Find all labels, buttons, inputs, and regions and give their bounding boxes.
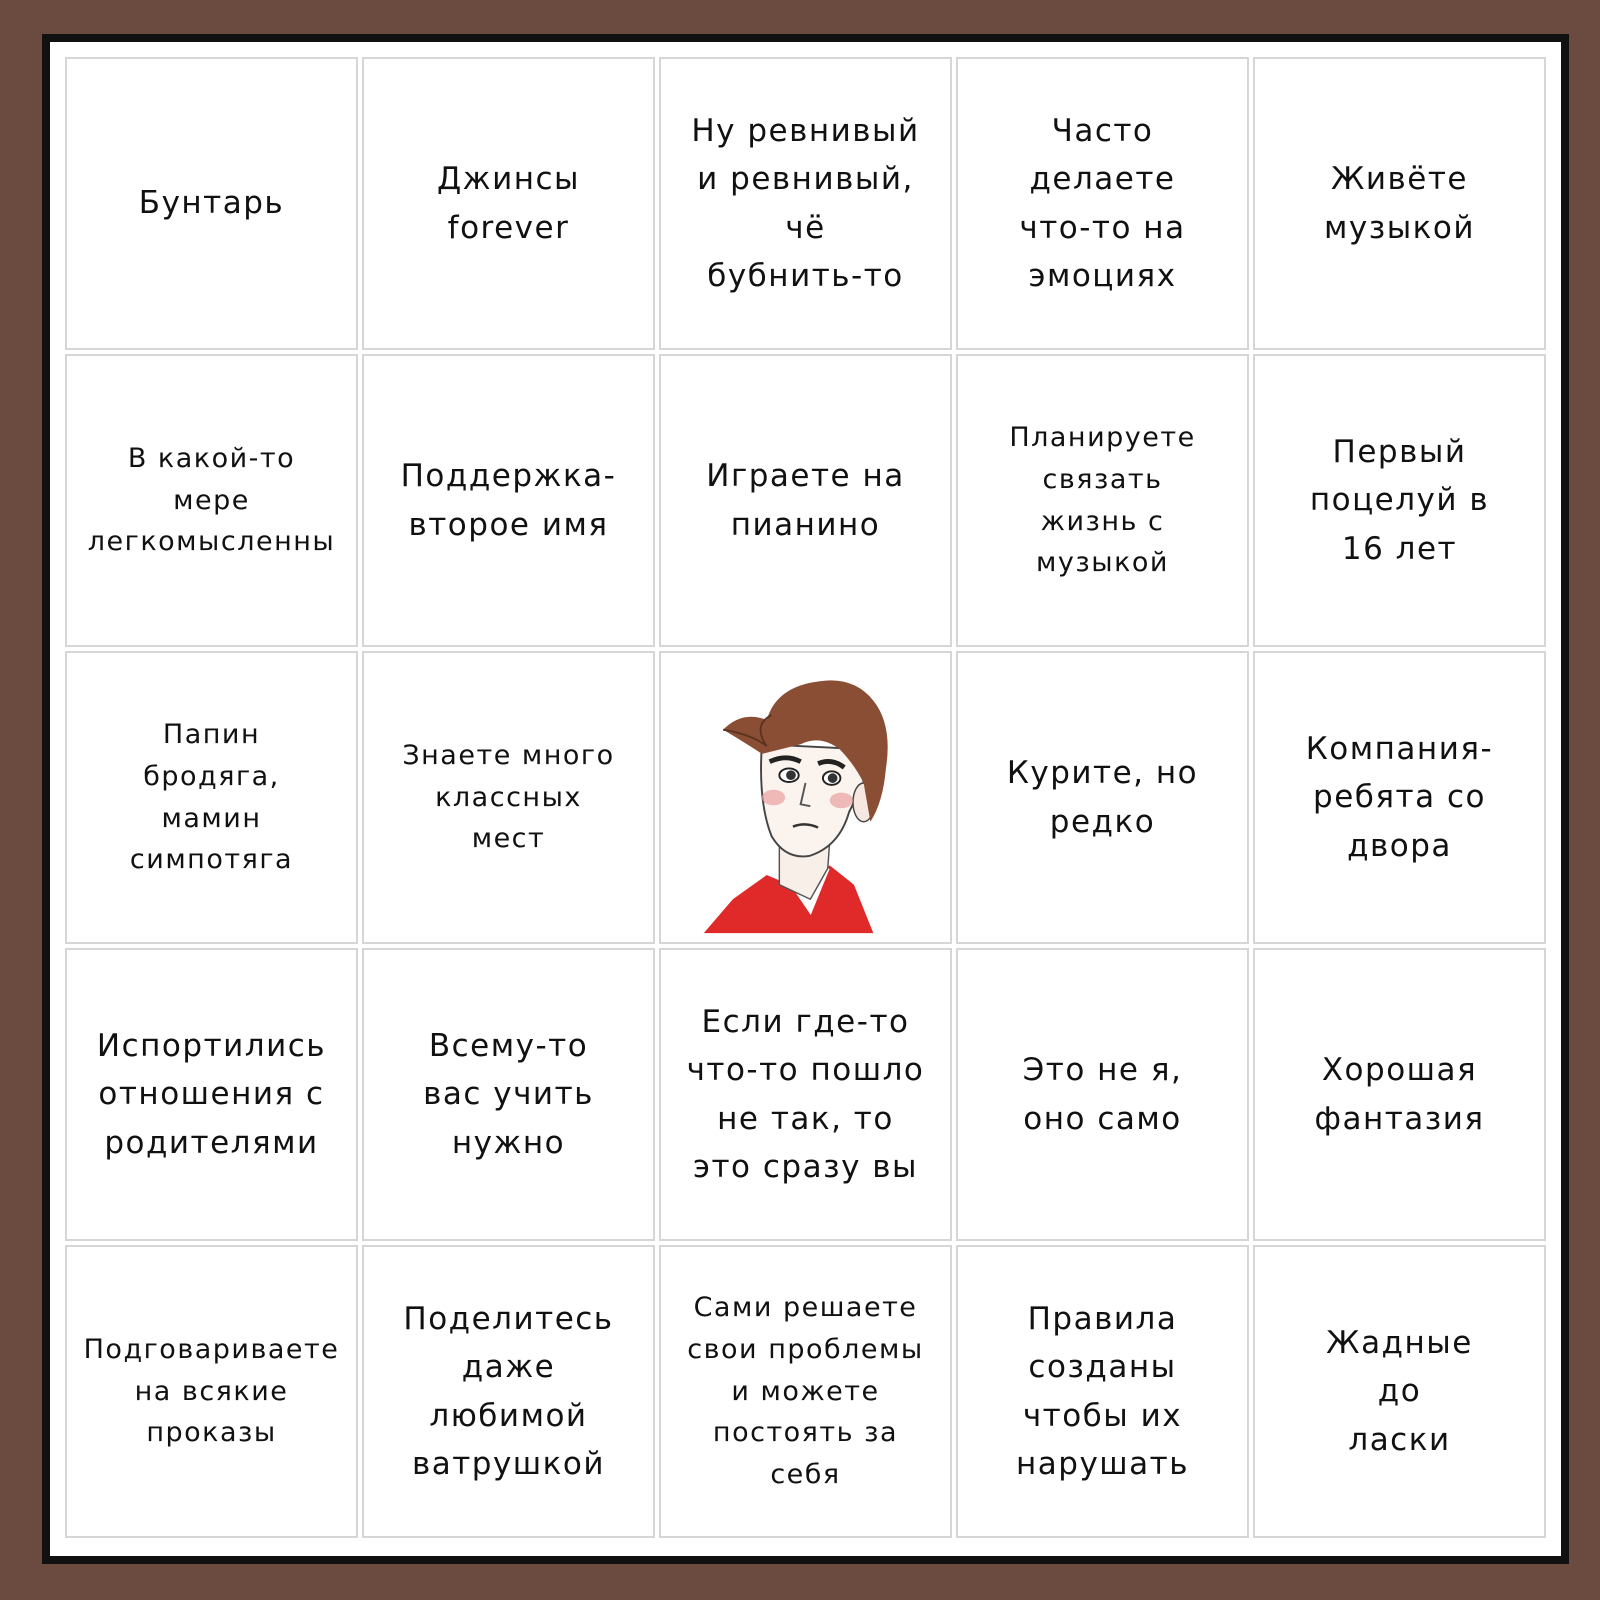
bingo-cell-jeans-forever[interactable] [362, 57, 655, 350]
bingo-cell-center[interactable] [659, 651, 952, 944]
cell-label: Курите, но редко [1006, 755, 1199, 840]
bingo-cell-teach[interactable] [362, 948, 655, 1241]
cell-label: Папин бродяга, мамин симпотяга [129, 718, 294, 876]
cell-label: Хорошая фантазия [1314, 1052, 1485, 1137]
bingo-cell-support[interactable] [362, 354, 655, 647]
cell-label: Первый поцелуй в 16 лет [1309, 434, 1490, 567]
cell-label: Подговариваете на всякие проказы [83, 1333, 340, 1449]
bingo-cell-smoke[interactable] [956, 651, 1249, 944]
cell-label: Джинсы forever [436, 161, 581, 246]
cell-label: Живёте музыкой [1323, 161, 1476, 246]
cell-label: Бунтарь [138, 185, 285, 222]
cell-label: Планируете связать жизнь с музыкой [1009, 421, 1196, 579]
cell-label: Знаете много классных мест [402, 739, 615, 855]
cell-label: Правила созданы чтобы их нарушать [1016, 1301, 1189, 1482]
cell-label: Это не я, оно само [1022, 1052, 1183, 1137]
cell-label: Всему-то вас учить нужно [423, 1028, 594, 1161]
bingo-cell-emotions[interactable] [956, 57, 1249, 350]
cell-label: Жадные до ласки [1326, 1325, 1473, 1458]
bingo-cell-blamed[interactable] [659, 948, 952, 1241]
bingo-cell-live-music[interactable] [1253, 57, 1546, 350]
bingo-cell-music-career[interactable] [956, 354, 1249, 647]
cell-label: Если где-то что-то пошло не так, то это сразу вы [686, 1004, 925, 1185]
boy-portrait-icon [665, 657, 946, 938]
bingo-cell-break-rules[interactable] [956, 1245, 1249, 1538]
bingo-cell-parents[interactable] [65, 948, 358, 1241]
cell-label: Часто делаете что-то на эмоциях [1019, 113, 1186, 294]
bingo-card [50, 42, 1561, 1556]
bingo-cell-own-problems[interactable] [659, 1245, 952, 1538]
cell-label: Поддержка- второе имя [400, 458, 617, 543]
bingo-cell-first-kiss[interactable] [1253, 354, 1546, 647]
bingo-cell-rebel[interactable] [65, 57, 358, 350]
bingo-cell-papin-brodyaga[interactable] [65, 651, 358, 944]
cell-label: Ну ревнивый и ревнивый, чё бубнить-то [691, 113, 920, 294]
bingo-cell-affection[interactable] [1253, 1245, 1546, 1538]
cell-label: В какой-то мере легкомысленны [87, 442, 336, 558]
bingo-cell-cool-places[interactable] [362, 651, 655, 944]
bingo-cell-piano[interactable] [659, 354, 952, 647]
bingo-cell-frivolous[interactable] [65, 354, 358, 647]
bingo-cell-imagination[interactable] [1253, 948, 1546, 1241]
bingo-cell-pranks[interactable] [65, 1245, 358, 1538]
cell-label: Испортились отношения с родителями [96, 1028, 327, 1161]
cell-label: Играете на пианино [706, 458, 905, 543]
cell-label: Компания- ребята со двора [1305, 731, 1494, 864]
bingo-cell-yard-company[interactable] [1253, 651, 1546, 944]
bingo-cell-jealous[interactable] [659, 57, 952, 350]
bingo-grid [65, 57, 1546, 1538]
bingo-cell-not-me[interactable] [956, 948, 1249, 1241]
cell-label: Сами решаете свои проблемы и можете постоять за себя [687, 1291, 924, 1491]
bingo-cell-share-food[interactable] [362, 1245, 655, 1538]
cell-label: Поделитесь даже любимой ватрушкой [403, 1301, 614, 1482]
